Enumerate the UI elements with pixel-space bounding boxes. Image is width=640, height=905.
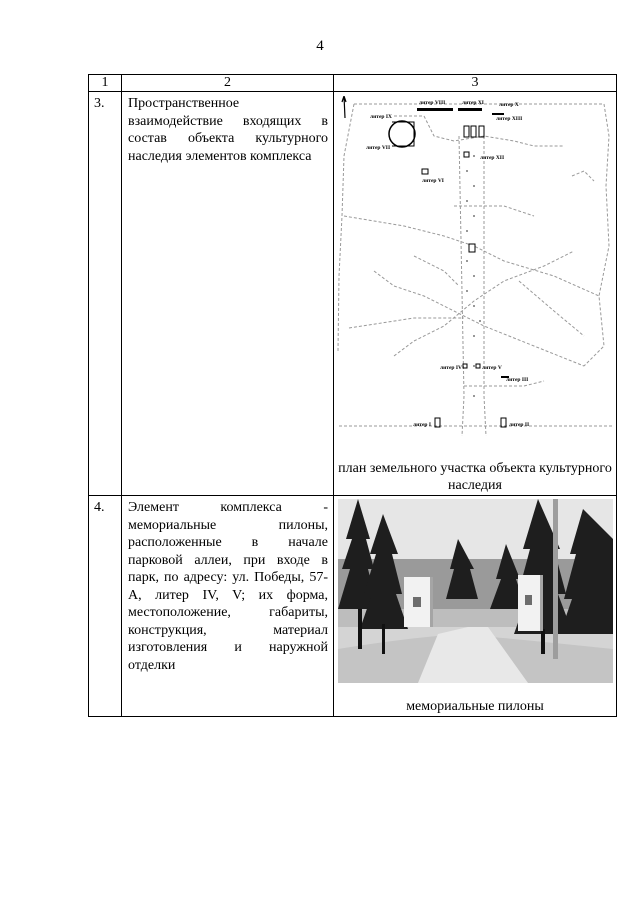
label-liter-v: литер V xyxy=(482,365,502,371)
label-liter-iii: литер III xyxy=(506,377,529,383)
row-description: Пространственное взаимодействие входящих в состав объекта культурного наследия элементов комплекса xyxy=(122,92,334,496)
photo-cell xyxy=(334,496,617,717)
photo-caption: мемориальные пилоны xyxy=(406,699,544,714)
header-col-2: 2 xyxy=(122,75,334,92)
row-number: 4. xyxy=(89,496,122,717)
label-liter-ii: литер II xyxy=(509,422,530,428)
label-liter-i: литер I xyxy=(413,422,431,428)
memorial-pylons-photo xyxy=(338,499,613,683)
header-col-1: 1 xyxy=(89,75,122,92)
label-liter-xiii: литер XIII xyxy=(496,116,523,122)
plan-caption: план земельного участка объекта культурного наследия xyxy=(338,461,612,493)
land-plot-plan xyxy=(334,96,617,460)
label-liter-vii: литер VII xyxy=(366,145,391,151)
label-liter-iv: литер IV xyxy=(440,365,462,371)
row-number: 3. xyxy=(89,92,122,496)
header-col-3: 3 xyxy=(334,75,617,92)
row-description: Элемент комплекса - мемориальные пилоны, расположенные в начале парковой аллеи, при входе в парк, по адресу: ул. Победы, 57-А, литер IV, V; их форма, местоположение, габариты, конструкция, материал изготовления и наружной отделки xyxy=(122,496,334,717)
label-liter-viii: литер VIII xyxy=(419,100,446,106)
label-liter-xi: литер XI xyxy=(462,100,484,106)
label-liter-ix: литер IX xyxy=(370,114,392,120)
table-header-row xyxy=(89,75,617,92)
document-table xyxy=(88,74,617,717)
page-number: 4 xyxy=(316,38,324,54)
plan-cell xyxy=(334,92,617,496)
table-row xyxy=(89,496,617,717)
label-liter-xii: литер XII xyxy=(480,155,505,161)
label-liter-x: литер X xyxy=(499,102,519,108)
label-liter-vi: литер VI xyxy=(422,178,444,184)
table-row xyxy=(89,92,617,496)
